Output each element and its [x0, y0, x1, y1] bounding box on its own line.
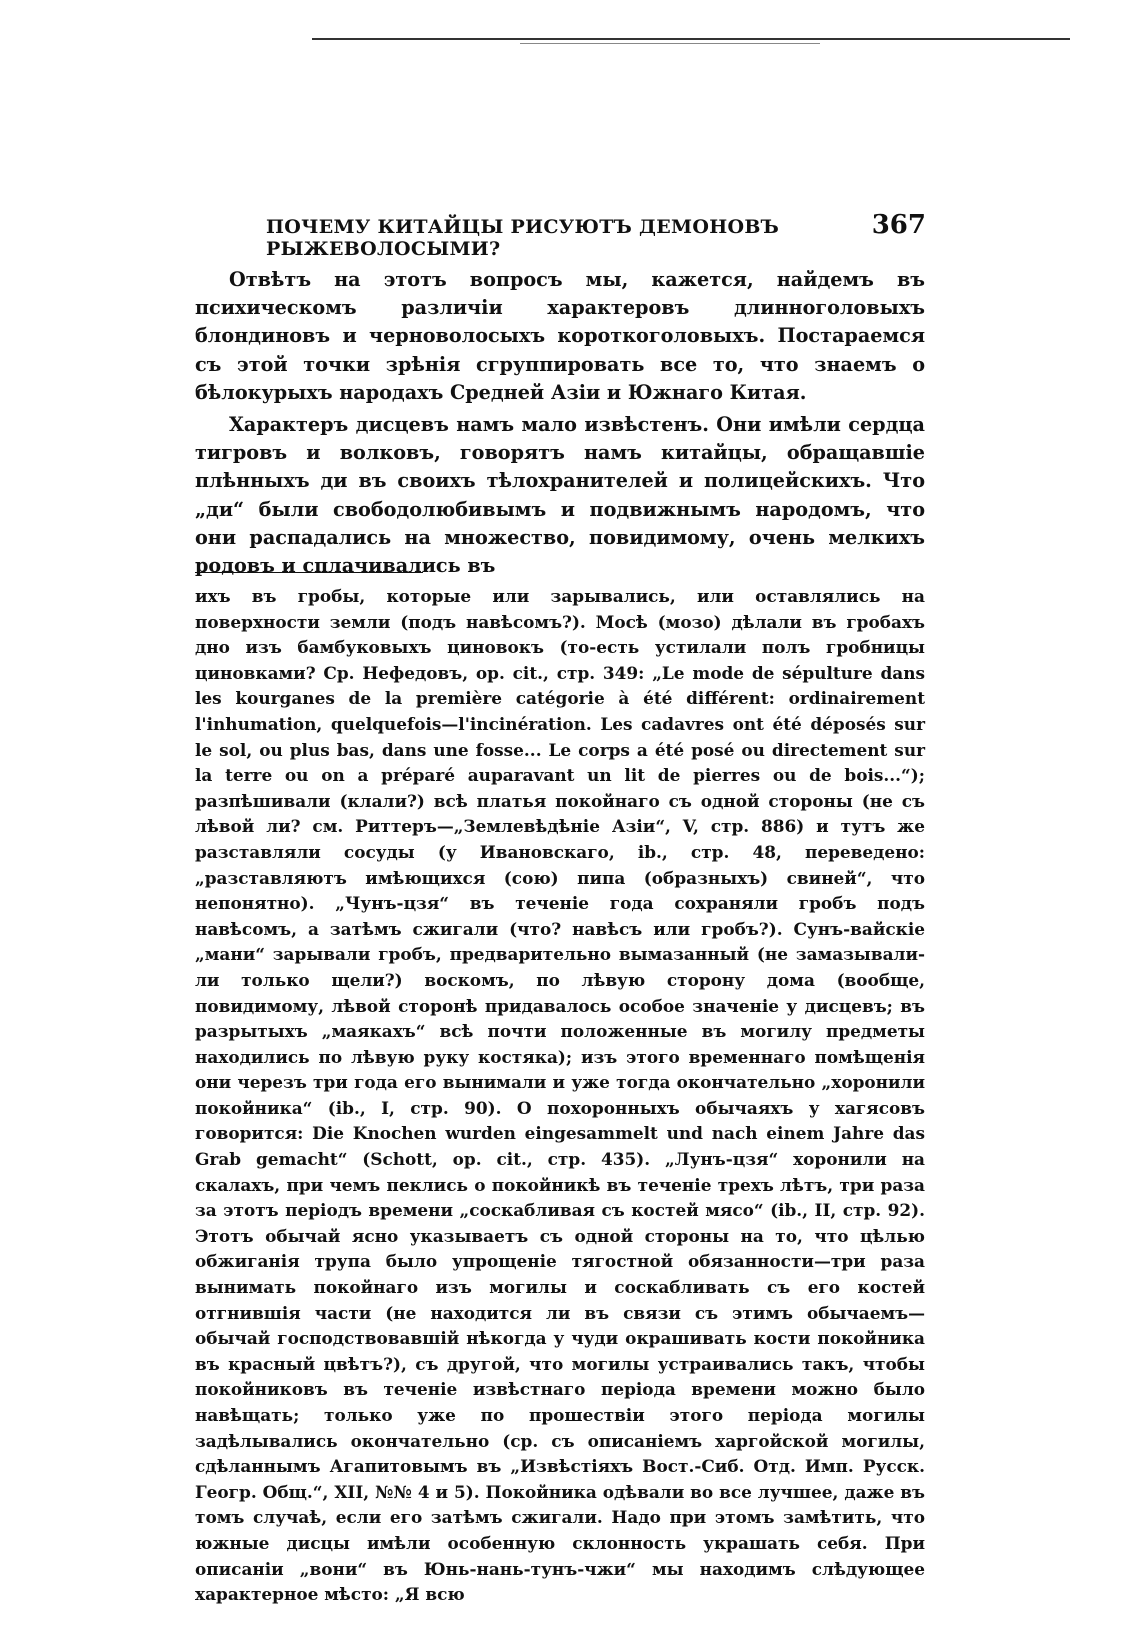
top-page-rule	[312, 38, 1070, 40]
page-number: 367	[871, 210, 926, 240]
footnote-paragraph: ихъ въ гробы, которые или зарывались, или оставлялись на поверхности земли (подъ навѣсомъ?). Мосѣ (мозо) дѣлали въ гробахъ дно изъ бамбуковыхъ циновокъ (то-есть устилали полъ гробницы циновками? Ср. Нефедовъ, op. cit., стр. 349: „Le mode de sépulture dans les kourganes de la première catégorie à été différent: ordinairement l'inhumation, quelquefois—l'incinération. Les cadavres ont été déposés sur le sol, ou plus bas, dans une fosse... Le corps a été posé ou directement sur la terre ou on a préparé auparavant un lit de pierres ou de bois...“); разпѣшивали (клали?) всѣ платья покойнаго съ одной стороны (не съ лѣвой ли? см. Риттеръ—„Землевѣдѣніе Азіи“, V, стр. 886) и тутъ же разставляли сосуды (у Ивановскаго, ib., стр. 48, переведено: „разставляютъ имѣющихся (сою) пипа (образныхъ) свиней“, что непонятно). „Чунъ-цзя“ въ теченіе года сохраняли гробъ подъ навѣсомъ, а затѣмъ сжигали (что? навѣсъ или гробъ?). Сунъ-вайскіе „мани“ зарывали гробъ, предварительно вымазанный (не замазывали-ли только щели?) воскомъ, по лѣвую сторону дома (вообще, повидимому, лѣвой сторонѣ придавалось особое значеніе у дисцевъ; въ разрытыхъ „маякахъ“ всѣ почти положенные въ могилу предметы находились по лѣвую руку костяка); изъ этого временнаго помѣщенія они черезъ три года его вынимали и уже тогда окончательно „хоронили покойника“ (ib., I, стр. 90). О похоронныхъ обычаяхъ у хагясовъ говорится: Die Knochen wurden eingesammelt und nach einem Jahre das Grab gemacht“ (Schott, op. cit., стр. 435). „Лунъ-цзя“ хоронили на скалахъ, при чемъ пеклись о покойникѣ въ теченіе трехъ лѣтъ, три раза за этотъ періодъ времени „соскабливая съ костей мясо“ (ib., II, стр. 92). Этотъ обычай ясно указываетъ съ одной стороны на то, что цѣлью обжиганія трупа было упрощеніе тягостной обязанности—три раза вынимать покойнаго изъ могилы и соскабливать съ его костей отгнившія части (не находится ли въ связи съ этимъ обычаемъ—обычай господствовавшій нѣкогда у чуди окрашивать кости покойника въ красный цвѣтъ?), съ другой, что могилы устраивались такъ, чтобы покойниковъ въ теченіе извѣстнаго періода времени можно было навѣщать; только уже по прошествіи этого періода могилы задѣлывались окончательно (ср. съ описаніемъ харгойской могилы, сдѣланнымъ Агапитовымъ въ „Извѣстіяхъ Вост.-Сиб. Отд. Имп. Русск. Геогр. Общ.“, XII, №№ 4 и 5). Покойника одѣвали во все лучшее, даже въ томъ случаѣ, если его затѣмъ сжигали. Надо при этомъ замѣтить, что южные дисцы имѣли особенную склонность украшать себя. При описаніи „вони“ въ Юнь-нань-тунъ-чжи“ мы находимъ слѣдующее характерное мѣсто: „Я всю	[195, 586, 925, 1605]
page-header	[266, 210, 926, 260]
footnote-divider	[195, 572, 423, 573]
running-head: ПОЧЕМУ КИТАЙЦЫ РИСУЮТЪ ДЕМОНОВЪ РЫЖЕВОЛОСЫМИ?	[266, 216, 780, 260]
top-page-rule-thin	[520, 43, 820, 44]
footnote	[195, 584, 925, 1608]
main-text	[195, 266, 925, 584]
body-paragraph-2: Характеръ дисцевъ намъ мало извѣстенъ. Они имѣли сердца тигровъ и волковъ, говорятъ намъ китайцы, обращавшіе плѣнныхъ ди въ своихъ тѣлохранителей и полицейскихъ. Что „ди“ были свободолюбивымъ и подвижнымъ народомъ, что они распадались на множество, повидимому, очень мелкихъ родовъ и сплачивались въ	[195, 413, 925, 578]
body-paragraph-1: Отвѣтъ на этотъ вопросъ мы, кажется, найдемъ въ психическомъ различіи характеровъ длинноголовыхъ блондиновъ и черноволосыхъ короткоголовыхъ. Постараемся съ этой точки зрѣнія сгруппировать все то, что знаемъ о бѣлокурыхъ народахъ Средней Азіи и Южнаго Китая.	[195, 268, 925, 404]
